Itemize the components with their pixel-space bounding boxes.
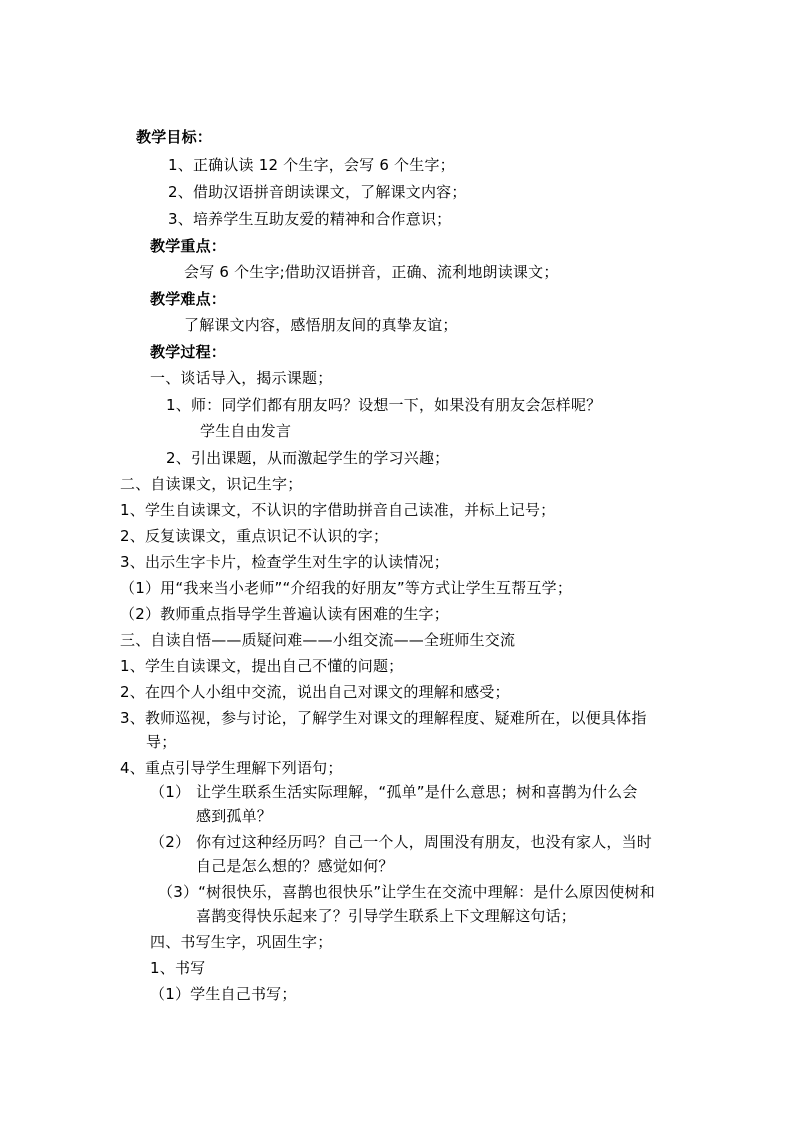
- section-2-item-2: 2、反复读课文，重点识记不认识的字；: [120, 527, 389, 545]
- section-2-item-3: 3、出示生字卡片，检查学生对生字的认读情况；: [120, 553, 449, 571]
- section-3-title: 三、自读自悟——质疑问难——小组交流——全班师生交流: [120, 631, 516, 649]
- sub-item-2-marker: （2）: [150, 833, 191, 851]
- sub-item-1-line-2: 感到孤单？: [196, 807, 273, 825]
- sub-item-2-line-1: 你有过这种经历吗？自己一个人，周围没有朋友，也没有家人，当时: [196, 833, 653, 851]
- section-1-item-1: 1、师：同学们都有朋友吗？设想一下，如果没有朋友会怎样呢？: [166, 396, 602, 414]
- objective-1: 1、正确认读 12 个生字，会写 6 个生字；: [168, 156, 455, 174]
- section-3-item-3-continued: 导；: [146, 733, 177, 751]
- section-3-item-3: 3、教师巡视，参与讨论，了解学生对课文的理解程度、疑难所在，以便具体指: [120, 709, 647, 727]
- objective-3: 3、培养学生互助友爱的精神和合作意识；: [168, 210, 452, 228]
- objective-2: 2、借助汉语拼音朗读课文，了解课文内容；: [168, 183, 467, 201]
- sub-item-3-line-1: （3）“树很快乐，喜鹊也很快乐”让学生在交流中理解：是什么原因使树和: [158, 883, 655, 901]
- section-3-item-2: 2、在四个人小组中交流，说出自己对课文的理解和感受；: [120, 683, 510, 701]
- heading-objectives: 教学目标：: [136, 128, 213, 146]
- section-2-item-5: （2）教师重点指导学生普遍认读有困难的生字；: [120, 605, 449, 623]
- section-3-item-1: 1、学生自读课文，提出自己不懂的问题；: [120, 657, 404, 675]
- heading-difficulties: 教学难点：: [150, 290, 227, 308]
- section-2-title: 二、自读课文，识记生字；: [120, 475, 303, 493]
- section-2-item-4: （1）用“我来当小老师”“介绍我的好朋友”等方式让学生互帮互学；: [120, 579, 573, 597]
- section-2-item-1: 1、学生自读课文，不认识的字借助拼音自己读准，并标上记号；: [120, 501, 556, 519]
- section-4-title: 四、书写生字，巩固生字；: [150, 933, 333, 951]
- heading-process: 教学过程：: [150, 343, 227, 361]
- section-3-item-4: 4、重点引导学生理解下列语句；: [120, 759, 343, 777]
- sub-item-1-marker: （1）: [150, 783, 191, 801]
- section-1-title: 一、谈话导入，揭示课题；: [150, 369, 333, 387]
- heading-key-points: 教学重点：: [150, 237, 227, 255]
- sub-item-2-line-2: 自己是怎么想的？感觉如何？: [196, 857, 394, 875]
- key-points-text: 会写 6 个生字;借助汉语拼音，正确、流利地朗读课文；: [184, 263, 559, 281]
- section-1-item-2: 2、引出课题，从而激起学生的学习兴趣；: [166, 449, 450, 467]
- difficulties-text: 了解课文内容，感悟朋友间的真挚友谊；: [184, 316, 458, 334]
- section-4-item-2: （1）学生自己书写；: [150, 985, 297, 1003]
- sub-item-3-line-2: 喜鹊变得快乐起来了？引导学生联系上下文理解这句话；: [196, 907, 577, 925]
- section-1-item-1-note: 学生自由发言: [200, 422, 292, 440]
- sub-item-1-line-1: 让学生联系生活实际理解，“孤单”是什么意思；树和喜鹊为什么会: [196, 783, 638, 801]
- section-4-item-1: 1、书写: [150, 959, 206, 977]
